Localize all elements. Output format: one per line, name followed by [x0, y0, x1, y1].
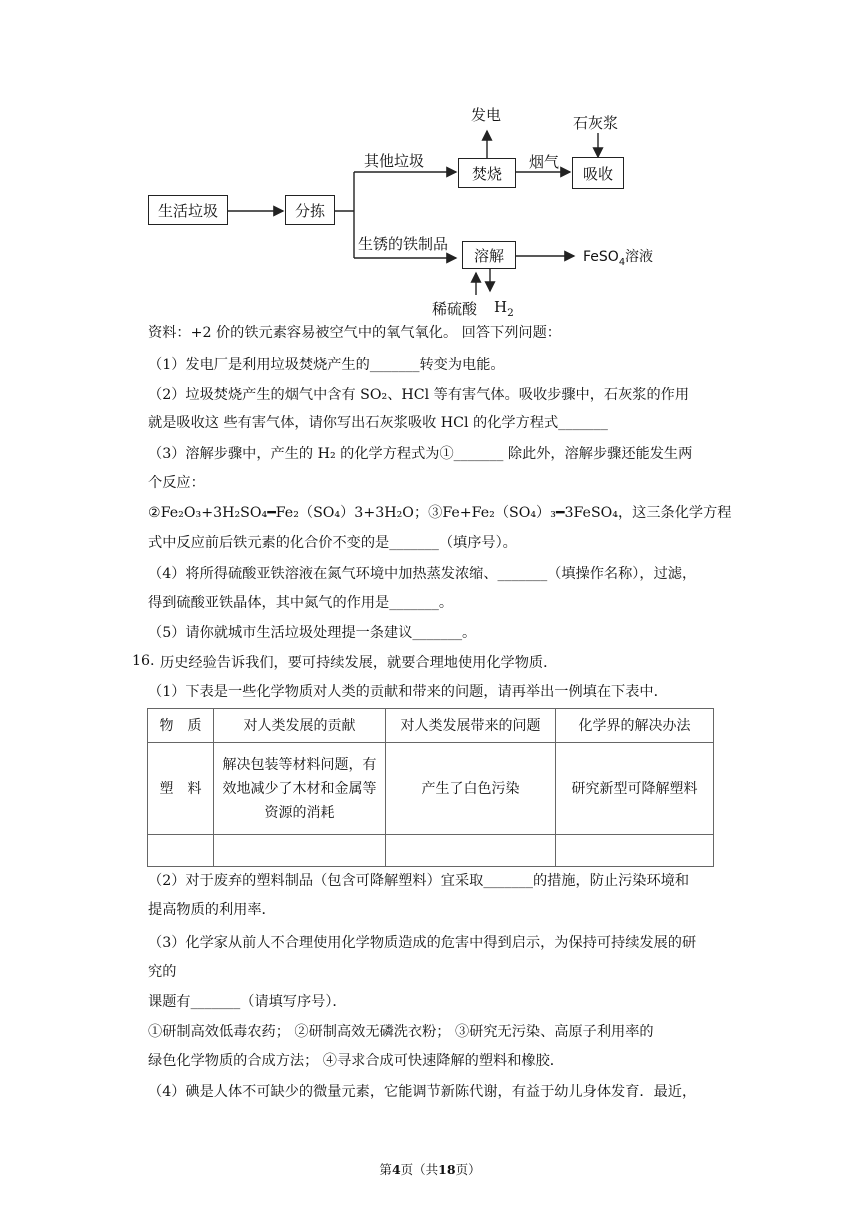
table-cell [386, 835, 556, 867]
footer-middle: 页（共 [400, 1162, 439, 1177]
dissolve-box [462, 241, 516, 269]
table-header-row [148, 709, 714, 743]
product-subscript: 4 [618, 256, 626, 268]
question-4-line-2: 得到硫酸亚铁晶体，其中氮气的作用是_______。 [148, 595, 454, 611]
table-header-cell: 对人类发展的贡献 [214, 709, 386, 743]
table-cell [214, 835, 386, 867]
other-garbage-label: 其他垃圾 [364, 152, 425, 170]
dissolve-label: 溶解 [473, 246, 504, 265]
lime-label: 石灰浆 [573, 114, 619, 132]
garbage-label: 生活垃圾 [157, 201, 218, 220]
question-2-line-1: （2）垃圾焚烧产生的烟气中含有 SO₂、HCl 等有害气体。吸收步骤中，石灰浆的作用 [148, 387, 690, 403]
table-row [148, 743, 714, 835]
product-label [583, 246, 653, 268]
footer-prefix: 第 [379, 1162, 392, 1177]
question-4-line-1: （4）将所得硫酸亚铁溶液在氮气环境中加热蒸发浓缩、_______（填操作名称），过滤， [148, 566, 697, 582]
question-2-line-2: 就是吸收这 些有害气体，请你写出石灰浆吸收 HCl 的化学方程式_______ [148, 415, 608, 431]
table-cell [148, 835, 214, 867]
hydrogen-symbol: H [494, 298, 508, 316]
garbage-box [148, 195, 228, 225]
burn-label: 焚烧 [471, 164, 502, 183]
question-3-line-2: 个反应： [148, 475, 205, 491]
footer-page-number: 4 [391, 1162, 401, 1177]
part-1: （1）下表是一些化学物质对人类的贡献和带来的问题，请再举出一例填在下表中． [148, 684, 668, 700]
question-3-line-4: 式中反应前后铁元素的化合价不变的是_______（填序号）。 [148, 535, 517, 551]
part-3-line-4: ①研制高效低毒农药； ②研制高效无磷洗衣粉； ③研究无污染、高原子利用率的 [148, 1024, 654, 1040]
table-cell: 产生了白色污染 [386, 743, 556, 835]
acid-label: 稀硫酸 [432, 300, 478, 318]
question-3-line-1: （3）溶解步骤中，产生的 H₂ 的化学方程式为①_______ 除此外，溶解步骤还能发生两 [148, 446, 693, 462]
product-formula: FeSO [583, 249, 619, 265]
question-16-stem: 历史经验告诉我们，要可持续发展，就要合理地使用化学物质． [160, 655, 558, 671]
question-5: （5）请你就城市生活垃圾处理提一条建议_______。 [148, 625, 477, 641]
footer-total-pages: 18 [438, 1162, 456, 1177]
absorb-box [572, 157, 624, 189]
process-flow-diagram [140, 95, 680, 320]
page-footer [0, 1160, 860, 1178]
table-header-cell: 化学界的解决办法 [556, 709, 714, 743]
table-cell: 塑 料 [148, 743, 214, 835]
question-1: （1）发电厂是利用垃圾焚烧产生的_______转变为电能。 [148, 357, 505, 373]
part-3-line-1: （3）化学家从前人不合理使用化学物质造成的危害中得到启示，为保持可持续发展的研 [148, 935, 697, 951]
table-cell: 研究新型可降解塑料 [556, 743, 714, 835]
note-line: 资料：+2 价的铁元素容易被空气中的氧气氧化。 回答下列问题： [148, 325, 561, 341]
part-4-line-1: （4）碘是人体不可缺少的微量元素，它能调节新陈代谢，有益于幼儿身体发育．最近， [148, 1084, 697, 1100]
hydrogen-label [494, 298, 514, 319]
materials-table [147, 708, 714, 867]
part-3-line-5: 绿色化学物质的合成方法； ④寻求合成可快速降解的塑料和橡胶． [148, 1053, 564, 1069]
part-2-line-1: （2）对于废弃的塑料制品（包含可降解塑料）宜采取_______的措施，防止污染环境和 [148, 873, 690, 889]
rusty-iron-label: 生锈的铁制品 [358, 235, 449, 253]
absorb-label: 吸收 [582, 164, 613, 183]
smoke-label: 烟气 [529, 153, 560, 171]
table-header-cell: 物 质 [148, 709, 214, 743]
sort-label: 分拣 [294, 201, 325, 220]
product-text: 溶液 [625, 249, 654, 265]
part-2-line-2: 提高物质的利用率． [148, 902, 276, 918]
sort-box [285, 195, 335, 225]
footer-suffix: 页） [455, 1162, 481, 1177]
question-3-line-3: ②Fe₂O₃+3H₂SO₄━Fe₂（SO₄）3+3H₂O；③Fe+Fe₂（SO₄）₃━3FeSO₄，这三条化学方程 [148, 505, 732, 521]
table-header-cell: 对人类发展带来的问题 [386, 709, 556, 743]
table-cell: 解决包装等材料问题，有效地减少了木材和金属等资源的消耗 [214, 743, 386, 835]
part-3-line-2: 究的 [148, 964, 177, 980]
table-cell [556, 835, 714, 867]
burn-box [458, 158, 516, 188]
table-row-empty [148, 835, 714, 867]
power-label: 发电 [471, 106, 502, 124]
hydrogen-subscript: 2 [507, 307, 514, 319]
question-16-number: 16. [132, 653, 155, 669]
part-3-line-3: 课题有_______（请填写序号）． [148, 994, 347, 1010]
